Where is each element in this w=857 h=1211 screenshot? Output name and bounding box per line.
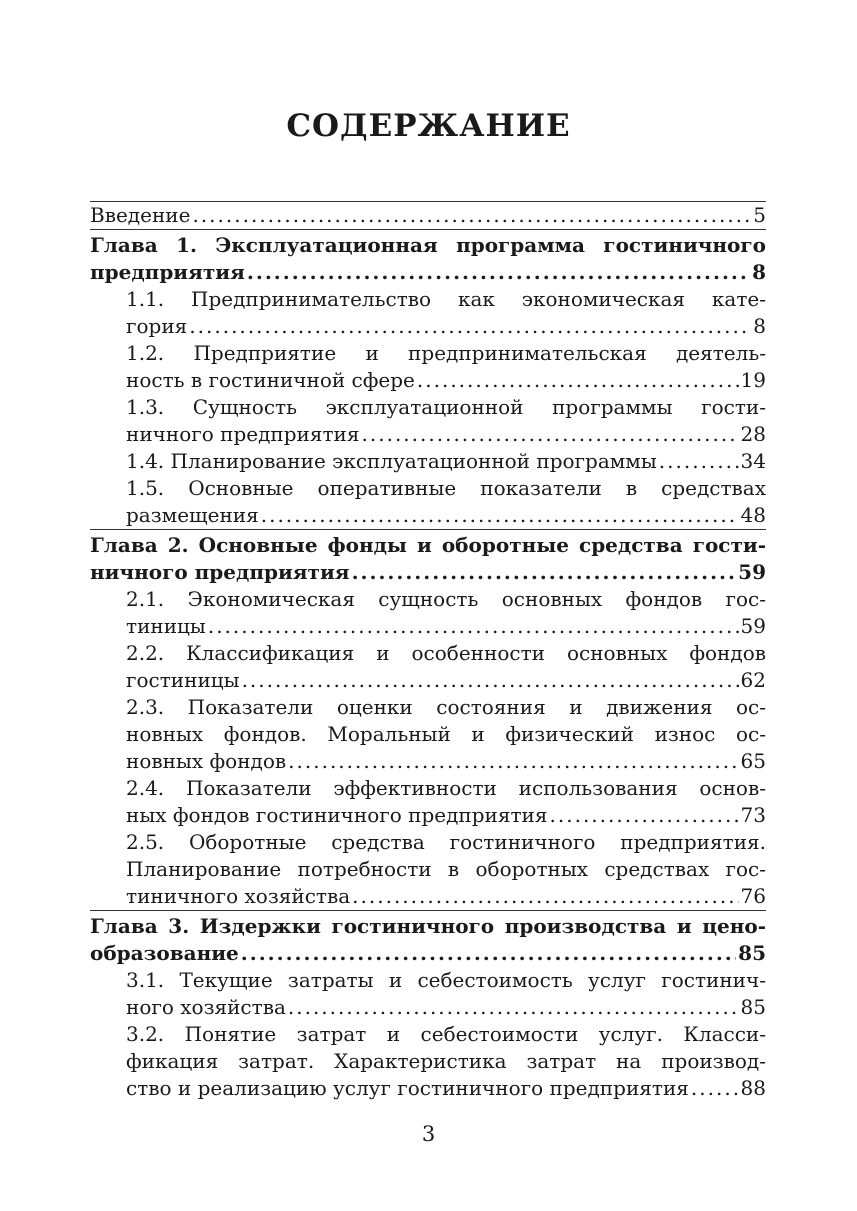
toc-entry-last-line (126, 883, 766, 910)
toc-entry-text-line: Глава 1. Эксплуатационная программа гостиничного (90, 233, 766, 257)
dot-leader (208, 613, 739, 640)
dot-leader (550, 802, 739, 829)
toc-entry-section (90, 340, 766, 394)
toc-entry-text-line: 3.1. Текущие затраты и себестоимость услуг гостинич- (126, 968, 766, 992)
toc-entry-section (90, 394, 766, 448)
toc-entry-text: ничного предприятия (90, 560, 350, 584)
dot-leader (659, 448, 739, 475)
dot-leader (247, 259, 750, 286)
dot-leader (242, 667, 739, 694)
toc-entry-text-line: 1.3. Сущность эксплуатационной программы гости- (126, 395, 766, 419)
toc-entry-text: размещения (126, 503, 259, 527)
toc-entry-text-line: Планирование потребности в оборотных средствах гос- (126, 857, 766, 881)
toc-entry-last-line (126, 802, 766, 829)
toc-entry-text-line: 2.1. Экономическая сущность основных фондов гос- (126, 587, 766, 611)
toc-entry-section (90, 640, 766, 694)
dot-leader (362, 421, 739, 448)
toc-page-number: 59 (738, 560, 766, 584)
toc-entry-text: гостиницы (126, 668, 240, 692)
dot-leader (352, 559, 737, 586)
toc-entry-text: гория (126, 314, 188, 338)
toc-entry-section (90, 967, 766, 1021)
toc-entry-intro (90, 201, 766, 229)
toc-entry-chapter (90, 229, 766, 286)
toc-entry-last-line (126, 502, 766, 529)
dot-leader (288, 994, 739, 1021)
dot-leader (288, 748, 738, 775)
toc-page-number: 28 (740, 422, 766, 446)
dot-leader (189, 313, 751, 340)
dot-leader (417, 367, 739, 394)
dot-leader (192, 202, 751, 229)
toc-entry-section (90, 1021, 766, 1102)
toc-entry-section (90, 286, 766, 340)
toc-entry-text: 1.4. Планирование эксплуатационной программы (126, 449, 657, 473)
toc-entry-section (90, 475, 766, 529)
toc-entry-last-line (126, 367, 766, 394)
dot-leader (691, 1075, 739, 1102)
toc-entry-last-line (90, 559, 766, 586)
dot-leader (261, 502, 739, 529)
toc-entry-text: тиничного хозяйства (126, 884, 351, 908)
toc-entry-last-line (90, 940, 766, 967)
toc-page-number: 85 (740, 995, 766, 1019)
toc-entry-last-line (126, 613, 766, 640)
toc-entry-last-line (126, 313, 766, 340)
toc-entry-text-line: 2.2. Классификация и особенности основных фондов (126, 641, 766, 665)
toc-entry-last-line (126, 667, 766, 694)
toc-entry-text-line: 2.4. Показатели эффективности использования основ- (126, 776, 766, 800)
toc-entry-chapter (90, 529, 766, 586)
toc-entry-text-line: 1.5. Основные оперативные показатели в средствах (126, 476, 766, 500)
toc-entry-text-line: 3.2. Понятие затрат и себестоимости услуг. Класси- (126, 1022, 766, 1046)
toc-entry-text-line: 1.2. Предприятие и предпринимательская деятель- (126, 341, 766, 365)
dot-leader (241, 940, 736, 967)
toc-page-number: 48 (740, 503, 766, 527)
toc-entry-last-line (126, 421, 766, 448)
toc-entry-text: ство и реализацию услуг гостиничного предприятия (126, 1076, 689, 1100)
toc-entry-text-line: Глава 3. Издержки гостиничного производства и цено- (90, 914, 766, 938)
toc-entry-section (90, 775, 766, 829)
toc-entry-section (90, 586, 766, 640)
toc-page-number: 34 (740, 449, 766, 473)
toc-entry-text: новных фондов (126, 749, 287, 773)
toc-page-number: 65 (740, 749, 766, 773)
toc-entry-section (90, 448, 766, 475)
toc-page-number: 76 (740, 884, 766, 908)
toc-entry-text: тиницы (126, 614, 206, 638)
toc-entry-text: ность в гостиничной сфере (126, 368, 415, 392)
toc-page-number: 62 (740, 668, 766, 692)
toc-entry-section (90, 694, 766, 775)
toc-entry-last-line (126, 1075, 766, 1102)
dot-leader (352, 883, 738, 910)
toc-page-number: 8 (752, 260, 766, 284)
toc-entry-last-line (90, 259, 766, 286)
toc-entry-text-line: фикация затрат. Характеристика затрат на производ- (126, 1049, 766, 1073)
toc-entry-text: ничного предприятия (126, 422, 360, 446)
toc-entry-last-line (126, 748, 766, 775)
page-number: 3 (421, 1122, 436, 1146)
toc-page-number: 88 (740, 1076, 766, 1100)
toc-page-number: 19 (740, 368, 766, 392)
toc-page-number: 59 (740, 614, 766, 638)
toc-entry-chapter (90, 910, 766, 967)
toc-entry-last-line (90, 202, 766, 229)
toc-entry-text: предприятия (90, 260, 245, 284)
toc-entry-section (90, 829, 766, 910)
table-of-contents (90, 201, 766, 1102)
toc-entry-text: ных фондов гостиничного предприятия (126, 803, 548, 827)
toc-entry-last-line (126, 448, 766, 475)
toc-entry-text-line: 1.1. Предпринимательство как экономическая кате- (126, 287, 766, 311)
toc-entry-text: образование (90, 941, 239, 965)
toc-page-number: 8 (753, 314, 766, 338)
page-title: СОДЕРЖАНИЕ (286, 108, 571, 144)
toc-entry-text-line: 2.3. Показатели оценки состояния и движения ос- (126, 695, 766, 719)
toc-page-number: 85 (738, 941, 766, 965)
toc-entry-text: ного хозяйства (126, 995, 286, 1019)
toc-entry-text-line: 2.5. Оборотные средства гостиничного предприятия. (126, 830, 766, 854)
toc-entry-last-line (126, 994, 766, 1021)
toc-entry-text-line: Глава 2. Основные фонды и оборотные средства гости- (90, 533, 766, 557)
toc-page-number: 73 (740, 803, 766, 827)
toc-entry-text: Введение (90, 203, 191, 227)
toc-page-number: 5 (753, 203, 766, 227)
toc-entry-text-line: новных фондов. Моральный и физический износ ос- (126, 722, 766, 746)
